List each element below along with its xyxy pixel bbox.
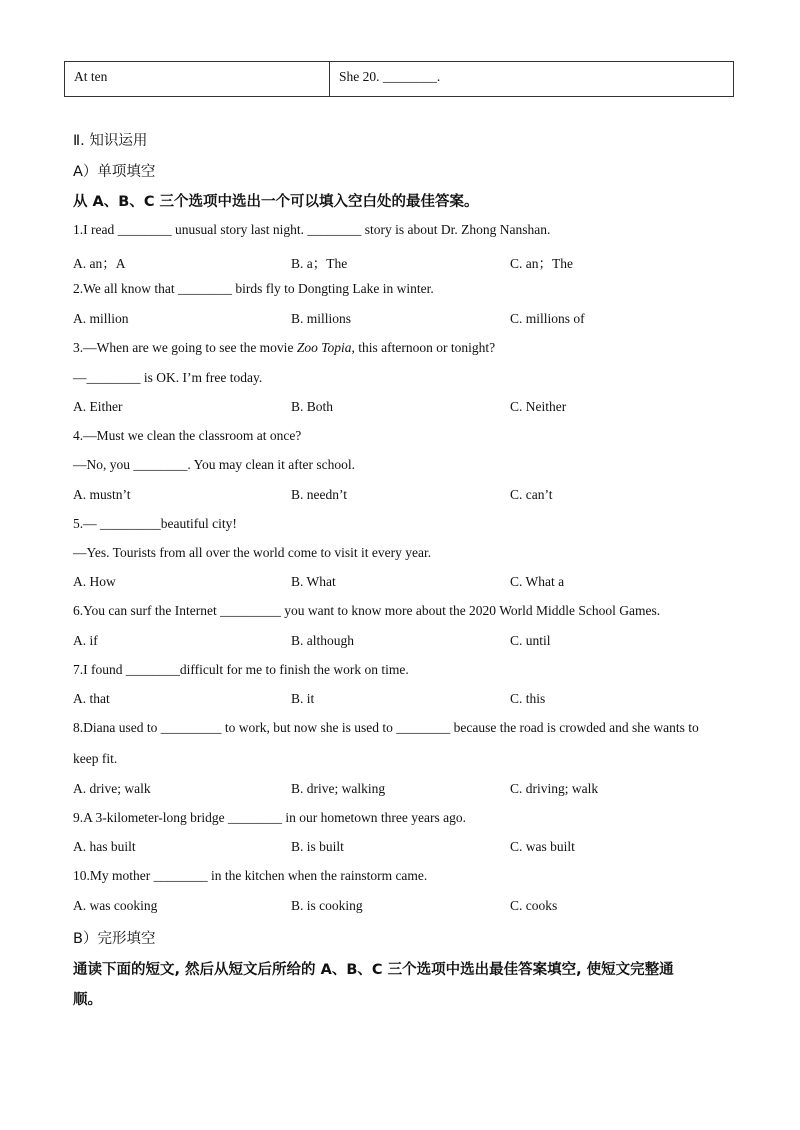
part-b-title: B）完形填空 <box>73 931 156 947</box>
q6-option-a: A. if <box>73 633 98 648</box>
question-1: 1.I read ________ unusual story last night. ________ story is about Dr. Zhong Nanshan. <box>73 222 551 237</box>
question-10: 10.My mother ________ in the kitchen when the rainstorm came. <box>73 868 428 883</box>
q9-option-a: A. has built <box>73 839 136 854</box>
q4-option-b: B. needn’t <box>291 487 347 502</box>
q8-option-a: A. drive; walk <box>73 781 151 796</box>
question-3-reply: —________ is OK. I’m free today. <box>73 370 263 385</box>
answer-table <box>64 61 734 97</box>
q9-option-c: C. was built <box>510 839 575 854</box>
table-cell-right: She 20. ________. <box>339 69 441 84</box>
q1-option-c: C. an；The <box>510 256 573 271</box>
table-cell-left: At ten <box>65 62 330 96</box>
section-title: Ⅱ. 知识运用 <box>73 133 148 149</box>
q3-option-c: C. Neither <box>510 399 567 414</box>
q9-option-b: B. is built <box>291 839 344 854</box>
q1-option-a: A. an；A <box>73 256 126 271</box>
question-9: 9.A 3-kilometer-long bridge ________ in our hometown three years ago. <box>73 810 467 825</box>
q6-option-b: B. although <box>291 633 354 648</box>
q10-option-c: C. cooks <box>510 898 558 913</box>
q5-option-c: C. What a <box>510 574 565 589</box>
q3-movie-title: Zoo Topia <box>296 340 352 355</box>
question-4-reply: —No, you ________. You may clean it after school. <box>73 457 355 472</box>
question-3 <box>73 340 495 356</box>
q4-option-c: C. can’t <box>510 487 553 502</box>
question-6: 6.You can surf the Internet _________ you want to know more about the 2020 World Middle School Games. <box>73 603 661 618</box>
question-5-reply: —Yes. Tourists from all over the world come to visit it every year. <box>73 545 432 560</box>
q1-option-b: B. a；The <box>291 256 348 271</box>
q7-option-b: B. it <box>291 691 315 706</box>
q4-option-a: A. mustn’t <box>73 487 131 502</box>
q3-option-a: A. Either <box>73 399 123 414</box>
part-a-instruction: 从 A、B、C 三个选项中选出一个可以填入空白处的最佳答案。 <box>73 194 479 210</box>
q3-text-end: , this afternoon or tonight? <box>351 340 496 355</box>
q5-option-a: A. How <box>73 574 116 589</box>
q7-option-a: A. that <box>73 691 110 706</box>
question-5: 5.— _________beautiful city! <box>73 516 237 531</box>
q10-option-a: A. was cooking <box>73 898 158 913</box>
question-8-cont: keep fit. <box>73 751 118 766</box>
question-7: 7.I found ________difficult for me to finish the work on time. <box>73 662 409 677</box>
q5-option-b: B. What <box>291 574 336 589</box>
part-b-instruction-line2: 顺。 <box>73 992 102 1008</box>
question-2: 2.We all know that ________ birds fly to Dongting Lake in winter. <box>73 281 434 296</box>
question-4: 4.—Must we clean the classroom at once? <box>73 428 302 443</box>
q2-option-a: A. million <box>73 311 129 326</box>
q3-option-b: B. Both <box>291 399 334 414</box>
part-b-instruction-line1: 通读下面的短文, 然后从短文后所给的 A、B、C 三个选项中选出最佳答案填空, 使短文完整通 <box>73 962 674 978</box>
q8-option-c: C. driving; walk <box>510 781 599 796</box>
q10-option-b: B. is cooking <box>291 898 363 913</box>
q6-option-c: C. until <box>510 633 551 648</box>
q7-option-c: C. this <box>510 691 546 706</box>
q3-text-start: 3.—When are we going to see the movie <box>73 340 297 355</box>
q2-option-c: C. millions of <box>510 311 585 326</box>
q2-option-b: B. millions <box>291 311 352 326</box>
part-a-title: A）单项填空 <box>73 164 156 180</box>
question-8: 8.Diana used to _________ to work, but now she is used to ________ because the road is crowded and she wants to <box>73 720 699 735</box>
q8-option-b: B. drive; walking <box>291 781 386 796</box>
